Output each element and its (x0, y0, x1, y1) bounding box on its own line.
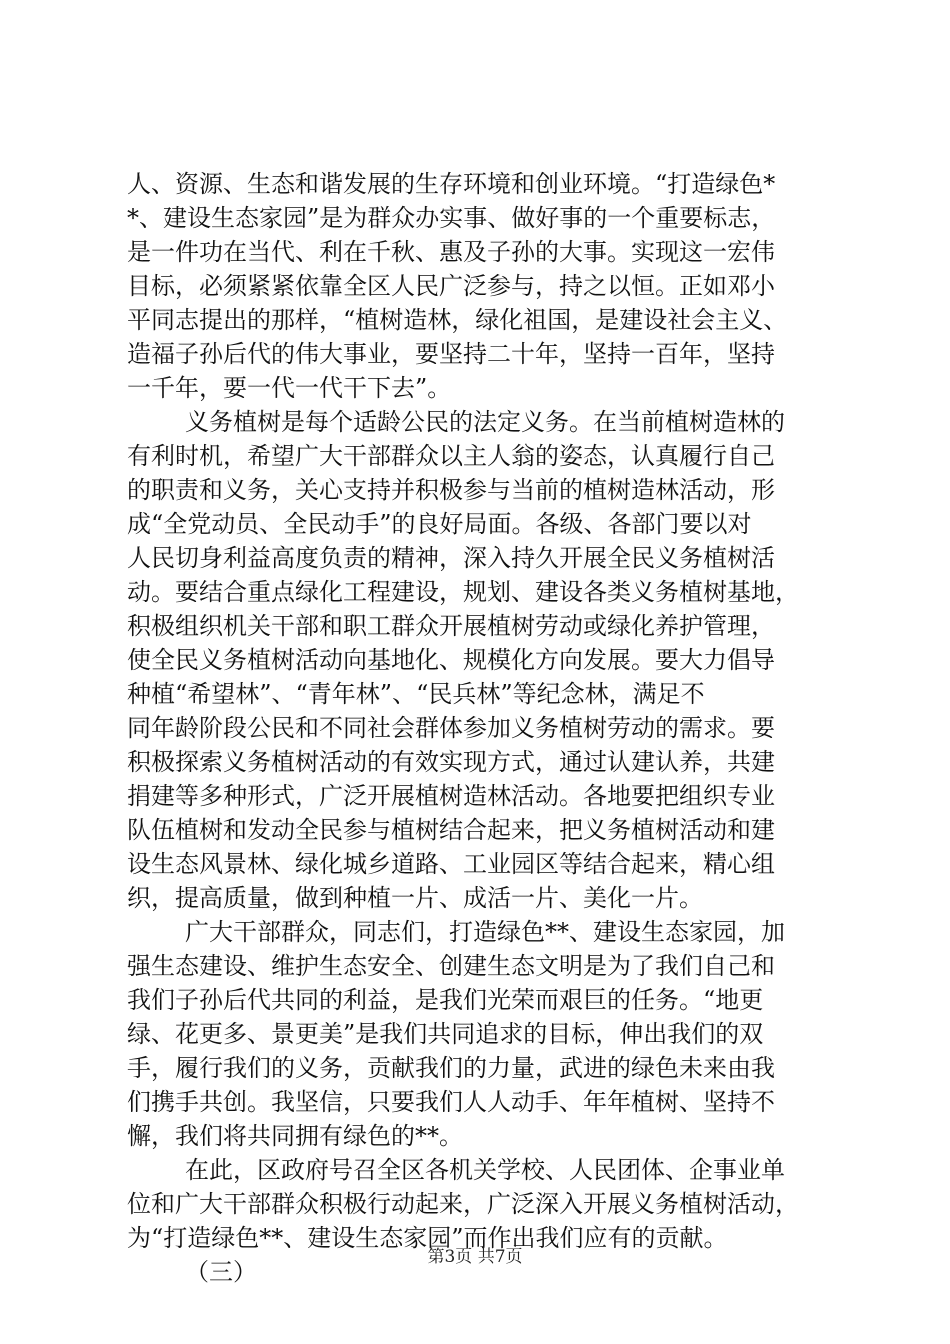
document-body (127, 167, 827, 1289)
text-line: *、建设生态家园”是为群众办实事、做好事的一个重要标志， (127, 204, 776, 232)
text-line: 一千年，要一代一代干下去”。 (127, 374, 452, 402)
text-line: 织，提高质量，做到种植一片、成活一片、美化一片。 (127, 884, 703, 912)
text-line: 绿、花更多、景更美”是我们共同追求的目标，伸出我们的双 (127, 1020, 764, 1048)
text-line: 广大干部群众，同志们，打造绿色**、建设生态家园，加 (185, 918, 785, 946)
text-line: 人、资源、生态和谐发展的生存环境和创业环境。“打造绿色* (127, 170, 776, 198)
text-line: 设生态风景林、绿化城乡道路、工业园区等结合起来，精心组 (127, 850, 775, 878)
text-line: 动。要结合重点绿化工程建设，规划、建设各类义务植树基地， (127, 578, 799, 606)
text-line: 捐建等多种形式，广泛开展植树造林活动。各地要把组织专业 (127, 782, 775, 810)
text-line: 积极探索义务植树活动的有效实现方式，通过认建认养，共建 (127, 748, 775, 776)
text-line: 手，履行我们的义务，贡献我们的力量，武进的绿色未来由我 (127, 1054, 775, 1082)
text-line: 为“打造绿色**、建设生态家园”而作出我们应有的贡献。 (127, 1224, 728, 1252)
text-line: 平同志提出的那样，“植树造林，绿化祖国，是建设社会主义、 (127, 306, 788, 334)
text-line: 同年龄阶段公民和不同社会群体参加义务植树劳动的需求。要 (127, 714, 775, 742)
text-line: （三） (185, 1258, 257, 1286)
text-line: 强生态建设、维护生态安全、创建生态文明是为了我们自己和 (127, 952, 775, 980)
page-footer: 第3页 共7页 (427, 1247, 523, 1267)
text-line: 使全民义务植树活动向基地化、规模化方向发展。要大力倡导 (127, 646, 775, 674)
text-line: 位和广大干部群众积极行动起来，广泛深入开展义务植树活动， (127, 1190, 799, 1218)
text-line: 在此，区政府号召全区各机关学校、人民团体、企事业单 (185, 1156, 785, 1184)
text-line: 义务植树是每个适龄公民的法定义务。在当前植树造林的 (185, 408, 785, 436)
text-line: 是一件功在当代、利在千秋、惠及子孙的大事。实现这一宏伟 (127, 238, 775, 266)
text-line: 造福子孙后代的伟大事业，要坚持二十年，坚持一百年，坚持 (127, 340, 775, 368)
text-line: 们携手共创。我坚信，只要我们人人动手、年年植树、坚持不 (127, 1088, 775, 1116)
text-line: 目标，必须紧紧依靠全区人民广泛参与，持之以恒。正如邓小 (127, 272, 775, 300)
text-line: 队伍植树和发动全民参与植树结合起来，把义务植树活动和建 (127, 816, 775, 844)
text-line: 积极组织机关干部和职工群众开展植树劳动或绿化养护管理， (127, 612, 775, 640)
text-line: 懈，我们将共同拥有绿色的**。 (127, 1122, 463, 1150)
text-line: 的职责和义务，关心支持并积极参与当前的植树造林活动，形 (127, 476, 775, 504)
text-line: 我们子孙后代共同的利益，是我们光荣而艰巨的任务。“地更 (127, 986, 764, 1014)
text-line: 人民切身利益高度负责的精神，深入持久开展全民义务植树活 (127, 544, 775, 572)
text-line: 有利时机，希望广大干部群众以主人翁的姿态，认真履行自己 (127, 442, 775, 470)
text-line: 种植“希望林”、“青年林”、“民兵林”等纪念林，满足不 (127, 680, 705, 708)
text-line: 成“全党动员、全民动手”的良好局面。各级、各部门要以对 (127, 510, 752, 538)
